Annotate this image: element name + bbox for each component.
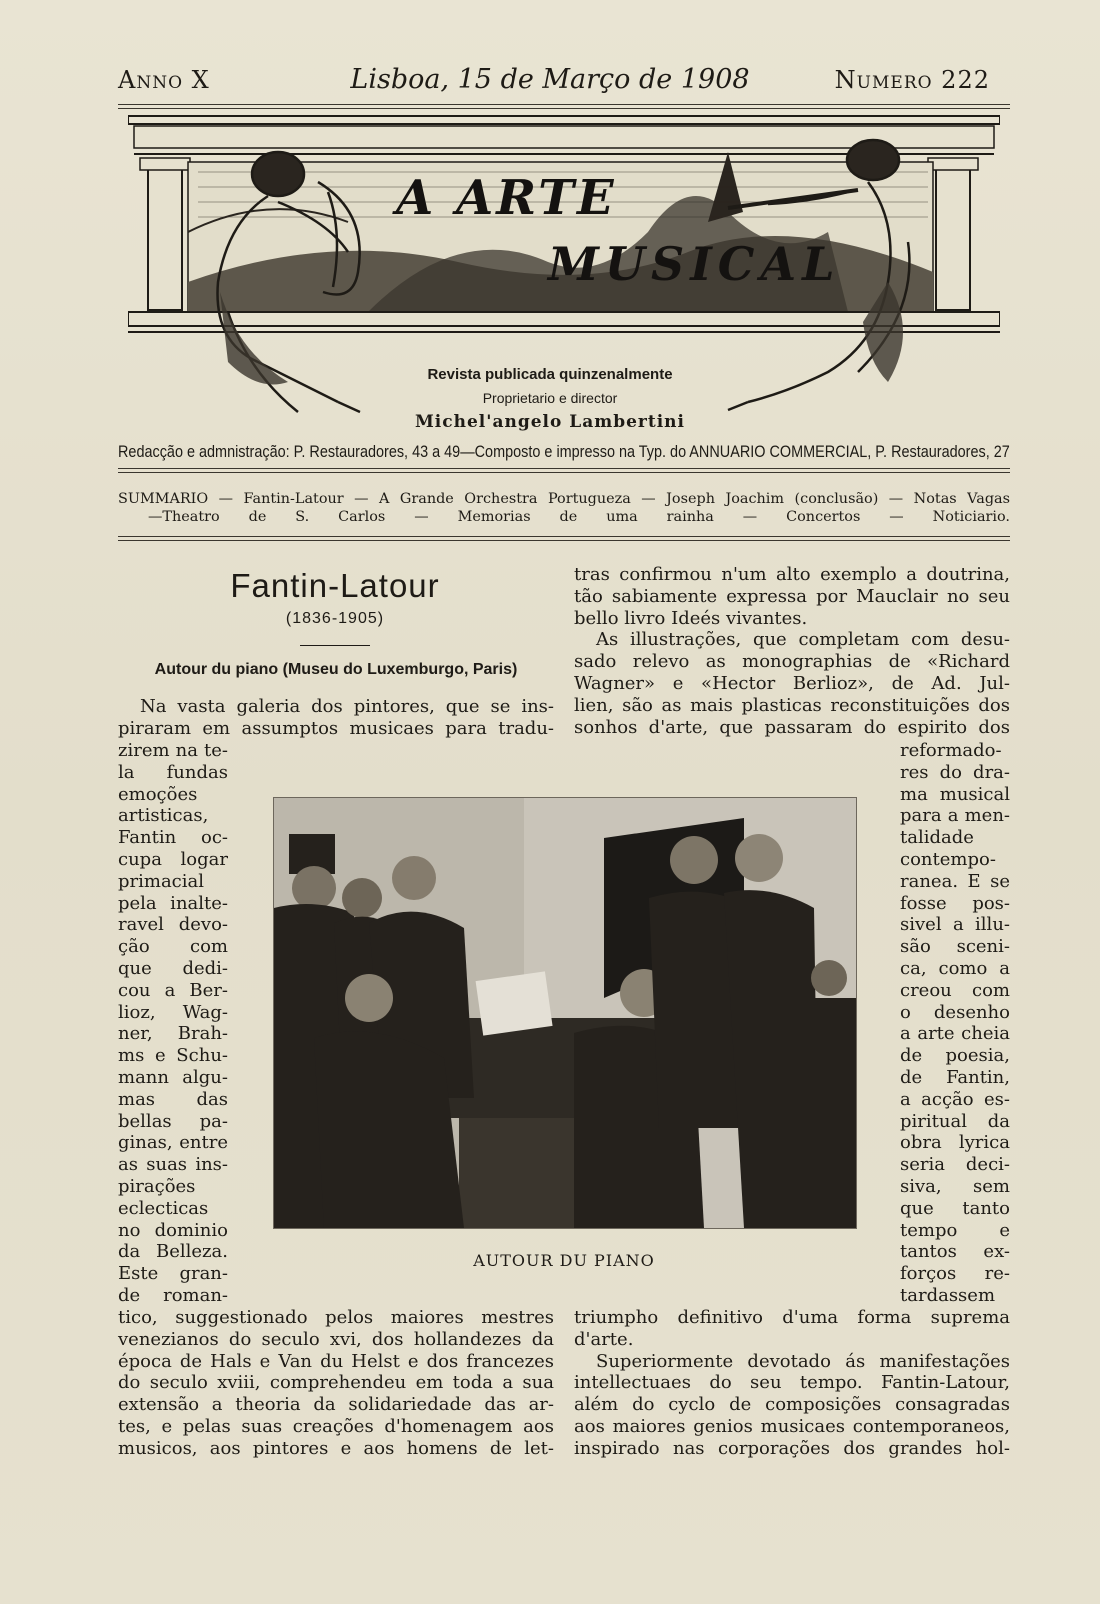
wrap-line: sivel a illu- <box>900 914 1010 936</box>
paragraph-line: Wagner» e «Hector Berlioz», de Ad. Jul- <box>574 672 1010 694</box>
wrap-line: ner, Brah- <box>118 1023 228 1045</box>
wrap-line: siva, sem <box>900 1175 1010 1197</box>
wrap-line: reformado- <box>900 740 1002 761</box>
wrap-line: de roman- <box>118 1284 228 1306</box>
wrap-line: eclecticas <box>118 1197 209 1219</box>
paragraph-line: Na vasta galeria dos pintores, que se ins- <box>140 696 554 717</box>
wrap-line: as suas ins- <box>118 1154 228 1176</box>
wrap-line: tantos ex- <box>900 1241 1010 1263</box>
article-dates: (1836-1905) <box>285 610 385 627</box>
photo-caption: AUTOUR DU PIANO <box>473 1251 655 1270</box>
wrap-line: a acção es- <box>900 1088 1010 1110</box>
right-column-bottom <box>574 1307 1010 1460</box>
masthead-title-line2: MUSICAL <box>548 237 841 291</box>
right-column-wrap <box>900 740 1010 1307</box>
wrap-line: ma musical <box>900 783 1010 805</box>
wrap-line: la fundas <box>118 761 228 783</box>
wrap-line: artisticas, <box>118 805 209 827</box>
paragraph-line: época de Hals e Van du Helst e dos francezes <box>118 1350 554 1372</box>
paragraph-line: sonhos d'arte, que passaram do espirito dos <box>574 716 1010 738</box>
wrap-line: contempo- <box>900 848 996 870</box>
director-name: Michel'angelo Lambertini <box>414 412 685 432</box>
wrap-line: da Belleza. <box>118 1241 228 1263</box>
wrap-line: mas das <box>118 1088 228 1110</box>
article-title: Fantin-Latour <box>230 567 440 604</box>
paragraph-line: musicos, aos pintores e aos homens de let- <box>118 1437 554 1459</box>
wrap-line: no dominio <box>118 1219 228 1241</box>
paragraph-line: extensão a theoria da solidariedade das ar- <box>118 1394 554 1416</box>
paragraph-line: triumpho definitivo d'uma forma suprema <box>574 1307 1010 1328</box>
photo-autour-du-piano <box>273 797 857 1229</box>
wrap-line: que dedi- <box>118 957 228 979</box>
issue-number: Numero 222 <box>834 66 990 94</box>
wrap-line: zirem na te- <box>118 740 228 761</box>
issue-date: Lisboa, 15 de Março de 1908 <box>350 64 750 95</box>
wrap-line: primacial <box>118 870 205 892</box>
paragraph-line: bello livro Ideés vivantes. <box>574 607 808 629</box>
wrap-line: mann algu- <box>118 1066 228 1088</box>
wrap-line: para a men- <box>900 805 1010 827</box>
paragraph-line: do seculo xviii, comprehendeu em toda a sua <box>118 1372 554 1394</box>
wrap-line: creou com <box>900 979 1010 1001</box>
wrap-line: ranea. E se <box>900 870 1010 892</box>
paragraph-line: tes, e pelas suas creações d'homenagem aos <box>118 1415 554 1437</box>
summary-rule-top <box>118 468 1010 469</box>
summary-rule-top-double <box>118 472 1010 473</box>
paragraph-line: inspirado nas corporações dos grandes hol- <box>574 1437 1010 1459</box>
left-column-wrap <box>118 740 228 1307</box>
left-column-bottom <box>118 1307 554 1460</box>
paragraph-line: Superiormente devotado ás manifestações <box>596 1350 1010 1372</box>
paragraph-line: além do cyclo de composições consagradas <box>574 1394 1010 1416</box>
article-subtitle: Autour du piano (Museu do Luxemburgo, Paris) <box>154 661 518 678</box>
paragraph-line: intellectuaes do seu tempo. Fantin-Latour, <box>574 1372 1010 1394</box>
wrap-line: ravel devo- <box>118 914 228 936</box>
wrap-line: piritual da <box>900 1110 1010 1132</box>
wrap-line: bellas pa- <box>118 1110 228 1132</box>
wrap-line: que tanto <box>900 1197 1010 1219</box>
wrap-line: a arte cheia <box>900 1023 1010 1045</box>
photo-artwork <box>274 798 856 1228</box>
publisher-address: Redacção e admnistração: P. Restauradores, 43 a 49—Composto e impresso na Typ. do ANNUARIO COMMERCIAL, P. Restauradores, 27 <box>118 442 1010 461</box>
wrap-line: o desenho <box>900 1001 1010 1023</box>
wrap-line: Fantin oc- <box>118 827 228 849</box>
wrap-line: cupa logar <box>118 848 228 870</box>
wrap-line: cou a Ber- <box>118 979 228 1001</box>
paragraph-line: d'arte. <box>574 1328 634 1350</box>
paragraph-line: sado relevo as monographias de «Richard <box>574 651 1010 673</box>
wrap-line: ção com <box>118 936 228 958</box>
paragraph-line: venezianos do seculo xvi, dos hollandezes da <box>118 1328 554 1350</box>
paragraph-line: tão sabiamente expressa por Mauclair no seu <box>574 585 1010 607</box>
wrap-line: ms e Schu- <box>118 1045 228 1067</box>
wrap-line: pela inalte- <box>118 892 228 914</box>
wrap-line: Este gran- <box>118 1263 228 1285</box>
wrap-line: de poesia, <box>900 1045 1010 1067</box>
summary-rule-bottom <box>118 536 1010 537</box>
summary-rule-bottom-double <box>118 540 1010 541</box>
wrap-line: pirações <box>118 1175 196 1197</box>
paragraph-line: tico, suggestionado pelos maiores mestres <box>118 1307 554 1328</box>
header-rule-double <box>118 108 1010 109</box>
left-column-top <box>118 696 554 740</box>
volume-label: Anno X <box>118 66 210 94</box>
wrap-line: são sceni- <box>900 936 1010 958</box>
wrap-line: emoções <box>118 783 198 805</box>
wrap-line: tempo e <box>900 1219 1010 1241</box>
table-of-contents <box>118 490 1010 526</box>
toc-line-1: SUMMARIO — Fantin-Latour — A Grande Orchestra Portugueza — Joseph Joachim (conclusão) — Notas Vagas <box>118 491 1010 507</box>
wrap-line: ginas, entre <box>118 1132 228 1154</box>
paragraph-line: lien, são as mais plasticas reconstituições dos <box>574 694 1010 716</box>
proprietor-label: Proprietario e director <box>482 390 618 406</box>
wrap-line: ca, como a <box>900 957 1010 979</box>
paragraph-line: tras confirmou n'um alto exemplo a doutrina, <box>574 564 1010 585</box>
header-rule <box>118 104 1010 105</box>
paragraph-line: As illustrações, que completam com desu- <box>596 629 1010 651</box>
toc-line-2: —Theatro de S. Carlos — Memorias de uma rainha — Concertos — Noticiario. <box>148 509 1010 525</box>
wrap-line: de Fantin, <box>900 1066 1010 1088</box>
wrap-line: forços re- <box>900 1263 1010 1285</box>
title-divider <box>300 645 370 646</box>
wrap-line: seria deci- <box>900 1154 1010 1176</box>
paragraph-line: aos maiores genios musicaes contemporaneos, <box>574 1415 1010 1437</box>
wrap-line: lioz, Wag- <box>118 1001 228 1023</box>
masthead-title-line1: A ARTE <box>396 170 617 226</box>
wrap-line: talidade <box>900 827 974 849</box>
wrap-line: tardassem <box>900 1284 996 1306</box>
wrap-line: obra lyrica <box>900 1132 1010 1154</box>
wrap-line: fosse pos- <box>900 892 1010 914</box>
right-column-top <box>574 564 1010 738</box>
paragraph-line: piraram em assumptos musicaes para tradu- <box>118 717 554 739</box>
wrap-line: res do dra- <box>900 761 1010 783</box>
masthead-subtitle: Revista publicada quinzenalmente <box>427 366 673 383</box>
